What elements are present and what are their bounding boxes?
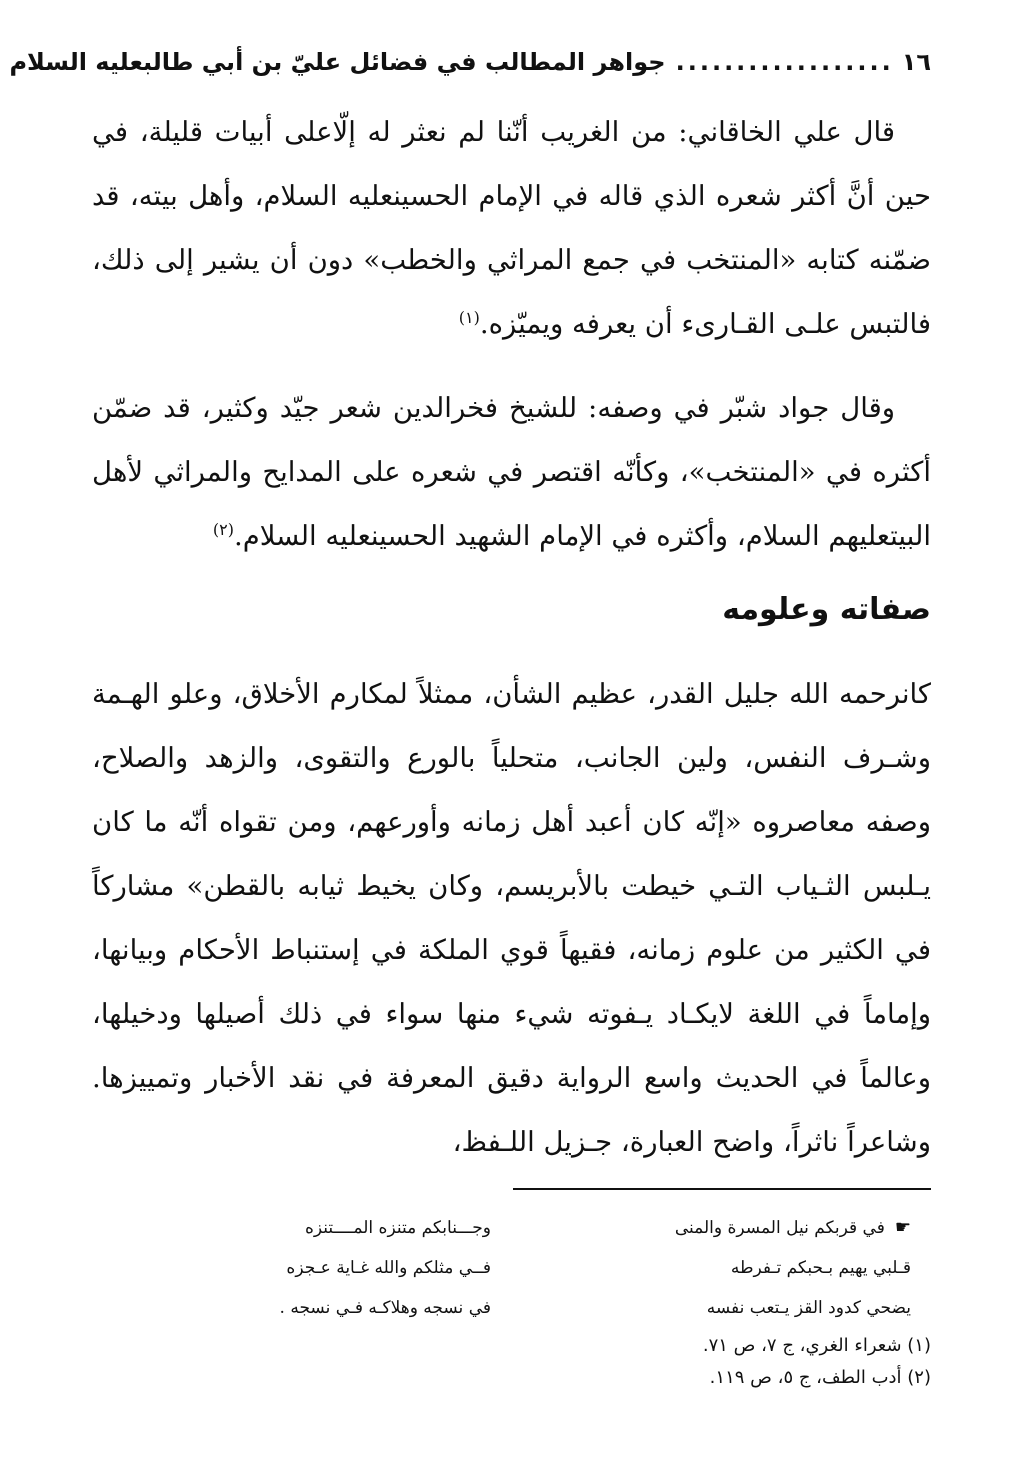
footnote-ref[interactable]: (٢) [212, 519, 234, 539]
running-header [9, 42, 931, 82]
poem-left-hemistichs [111, 1208, 491, 1328]
paragraph-text: وقال جواد شبّر في وصفه: للشيخ فخرالدين شعر جيّد وكثير، قد ضمّن أكثره في «المنتخب»، وكأنّه اقتصر في شعره على المدايح والمراثي لأهل البيتعليهم السلام، وأكثره في الإمام الشهيد الحسينعليه السلام. [92, 392, 931, 552]
header-leader-dots: .................. [675, 48, 894, 76]
poem-line: فــي مثلكم والله غـاية عـجزه [286, 1258, 491, 1278]
poem-right-hemistichs [531, 1208, 911, 1328]
page-number: ١٦ [901, 48, 931, 76]
paragraph-attributes [92, 662, 931, 1174]
footnotes [431, 1330, 931, 1394]
footnote-1: (١) شعراء الغري، ج ٧، ص ٧١. [702, 1335, 931, 1356]
paragraph-text: قال علي الخاقاني: من الغريب أنّنا لم نعثر له إلّاعلى أبيات قليلة، في حين أنَّ أكثر شعره الذي قاله في الإمام الحسينعليه السلام، وأهل بيته، قد ضمّنه كتابه «المنتخب في جمع المراثي والخطب» دون أن يشير إلى ذلك، فالتبس علـى القـارىء أن يعرفه ويميّزه. [92, 116, 931, 340]
paragraph-text: كانرحمه الله جليل القدر، عظيم الشأن، ممثلاً لمكارم الأخلاق، وعلو الهـمة وشـرف النفس، ولين الجانب، متحلياً بالورع والتقوى، والزهد والصلاح، وصفه معاصروه «إنّه كان أعبد أهل زمانه وأورعهم، ومن تقواه أنّه ما كان يـلبس الثـياب التـي خيطت بالأبريسم، وكان يخيط ثيابه بالقطن» مشاركاً في الكثير من علوم زمانه، فقيهاً قوي الملكة في إستنباط الأحكام وبيانها، وإماماً في اللغة لايكـاد يـفوته شيء منها سواء في ذلك أصيلها ودخيلها، وعالماً في الحديث واسع الرواية دقيق المعرفة في نقد الأخبار وتمييزها. وشاعراً ناثراً، واضح العبارة، جـزيل اللـفظ، [92, 678, 931, 1158]
footnote-ref[interactable]: (١) [458, 307, 480, 327]
pointing-hand-icon: ☛ [894, 1217, 911, 1238]
paragraph-shubbar-quote [92, 376, 931, 568]
footnote-2: (٢) أدب الطف، ج ٥، ص ١١٩. [709, 1367, 931, 1388]
paragraph-khaqani-quote [92, 100, 931, 356]
poem-line: وجـــنابكم متنزه المــــتنزه [304, 1218, 491, 1238]
poem-line: ☛في قربكم نيل المسرة والمنى [531, 1208, 911, 1248]
poem-line: يضحي كدود القز يـتعب نفسه [706, 1298, 911, 1318]
book-title: جواهر المطالب في فضائل عليّ بن أبي طالبعليه السلام [9, 48, 666, 76]
section-heading: صفاته وعلومه [722, 592, 931, 627]
poem-line: في نسجه وهلاكـه فـي نسجه . [279, 1298, 491, 1318]
poem-line: قـلبي يهيم بـحبكم تـفرطه [730, 1258, 911, 1278]
footnote-divider [513, 1188, 931, 1190]
poem-block [160, 1208, 931, 1328]
